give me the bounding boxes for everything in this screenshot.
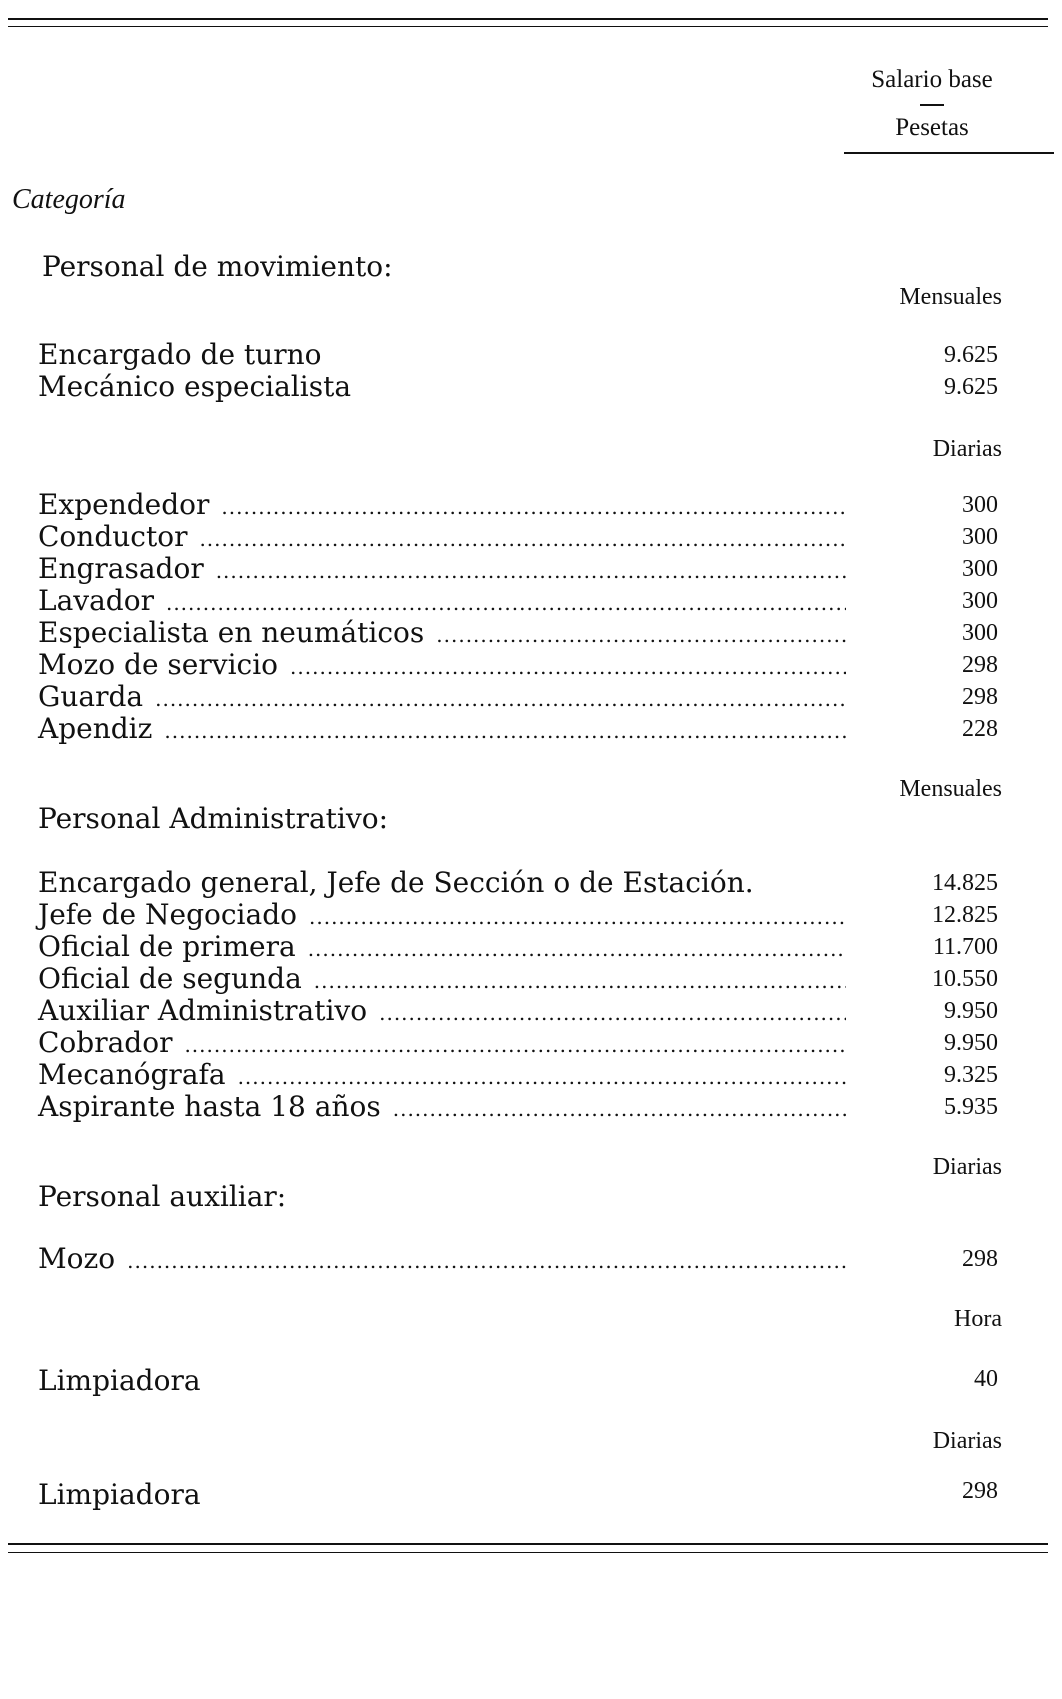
table-row: [38, 1058, 846, 1092]
column-header-rule: [844, 152, 1054, 154]
row-value: 12.825: [932, 902, 998, 928]
row-value: 11.700: [932, 934, 998, 960]
row-label: Cobrador: [38, 1026, 173, 1059]
unit-label: Diarias: [932, 436, 1002, 462]
column-header-dash: [920, 104, 944, 106]
leader-dots: [238, 1065, 846, 1089]
top-rule-secondary: [8, 26, 1048, 27]
leader-dots: [309, 905, 846, 929]
leader-dots: [221, 495, 846, 519]
table-row: [38, 898, 846, 932]
table-row: [38, 552, 846, 586]
row-label: Limpiadora: [38, 1478, 201, 1511]
row-value: 298: [962, 684, 998, 710]
row-label: Mozo: [38, 1242, 116, 1275]
column-header-unit: Pesetas: [895, 114, 969, 141]
section-title-administrativo: Personal Administrativo:: [38, 802, 388, 835]
row-value: 298: [962, 1478, 998, 1504]
row-label: Oficial de primera: [38, 930, 296, 963]
table-row: [38, 648, 846, 682]
leader-dots: [127, 1249, 846, 1273]
table-row: [38, 962, 846, 996]
leader-dots: [290, 655, 846, 679]
unit-label: Mensuales: [899, 284, 1002, 310]
unit-label: Hora: [954, 1306, 1002, 1332]
table-row: [38, 1242, 846, 1276]
row-label: Expendedor: [38, 488, 210, 521]
row-label: Mecánico especialista: [38, 370, 352, 403]
row-value: 298: [962, 1246, 998, 1272]
table-row: [38, 338, 846, 372]
row-value: 300: [962, 588, 998, 614]
section-title-movimiento: Personal de movimiento:: [42, 250, 393, 283]
row-label: Limpiadora: [38, 1364, 201, 1397]
row-value: 300: [962, 492, 998, 518]
row-label: Oficial de segunda: [38, 962, 302, 995]
row-label: Guarda: [38, 680, 144, 713]
row-value: 40: [974, 1366, 998, 1392]
leader-dots: [216, 559, 846, 583]
table-row: [38, 520, 846, 554]
row-label: Apendiz: [38, 712, 153, 745]
table-row: [38, 488, 846, 522]
leader-dots: [164, 719, 846, 743]
table-row: [38, 370, 846, 404]
table-row: [38, 680, 846, 714]
table-row: [38, 712, 846, 746]
table-row: [38, 1478, 846, 1512]
section-title-auxiliar: Personal auxiliar:: [38, 1180, 287, 1213]
leader-dots: [184, 1033, 846, 1057]
bottom-rule: [8, 1543, 1048, 1545]
row-label: Jefe de Negociado: [38, 898, 297, 931]
leader-dots: [166, 591, 846, 615]
table-row: [38, 584, 846, 618]
row-label: Encargado de turno: [38, 338, 322, 371]
row-label: Encargado general, Jefe de Sección o de Estación.: [38, 866, 754, 899]
table-row: [38, 994, 846, 1028]
row-value: 9.950: [944, 1030, 998, 1056]
row-label: Mecanógrafa: [38, 1058, 226, 1091]
row-value: 9.950: [944, 998, 998, 1024]
row-value: 300: [962, 620, 998, 646]
bottom-rule-secondary: [8, 1552, 1048, 1553]
leader-dots: [393, 1097, 846, 1121]
row-value: 228: [962, 716, 998, 742]
table-row: [38, 1090, 846, 1124]
row-label: Conductor: [38, 520, 188, 553]
row-value: 300: [962, 524, 998, 550]
category-heading: Categoría: [12, 184, 126, 215]
unit-label: Mensuales: [899, 776, 1002, 802]
table-row: [38, 1364, 846, 1398]
table-row: [38, 616, 846, 650]
table-row: [38, 866, 846, 900]
row-value: 9.625: [944, 342, 998, 368]
leader-dots: [314, 969, 846, 993]
row-label: Mozo de servicio: [38, 648, 279, 681]
row-value: 14.825: [932, 870, 998, 896]
row-label: Especialista en neumáticos: [38, 616, 425, 649]
row-value: 300: [962, 556, 998, 582]
row-value: 298: [962, 652, 998, 678]
row-value: 10.550: [932, 966, 998, 992]
row-label: Lavador: [38, 584, 154, 617]
table-row: [38, 1026, 846, 1060]
leader-dots: [155, 687, 846, 711]
row-label: Aspirante hasta 18 años: [38, 1090, 381, 1123]
row-label: Auxiliar Administrativo: [38, 994, 368, 1027]
leader-dots: [199, 527, 846, 551]
column-header-title: Salario base: [871, 66, 993, 93]
unit-label: Diarias: [932, 1428, 1002, 1454]
leader-dots: [308, 937, 846, 961]
top-rule: [8, 18, 1048, 20]
unit-label: Diarias: [932, 1154, 1002, 1180]
table-row: [38, 930, 846, 964]
row-value: 9.625: [944, 374, 998, 400]
leader-dots: [436, 623, 846, 647]
row-label: Engrasador: [38, 552, 204, 585]
row-value: 9.325: [944, 1062, 998, 1088]
row-value: 5.935: [944, 1094, 998, 1120]
leader-dots: [379, 1001, 846, 1025]
